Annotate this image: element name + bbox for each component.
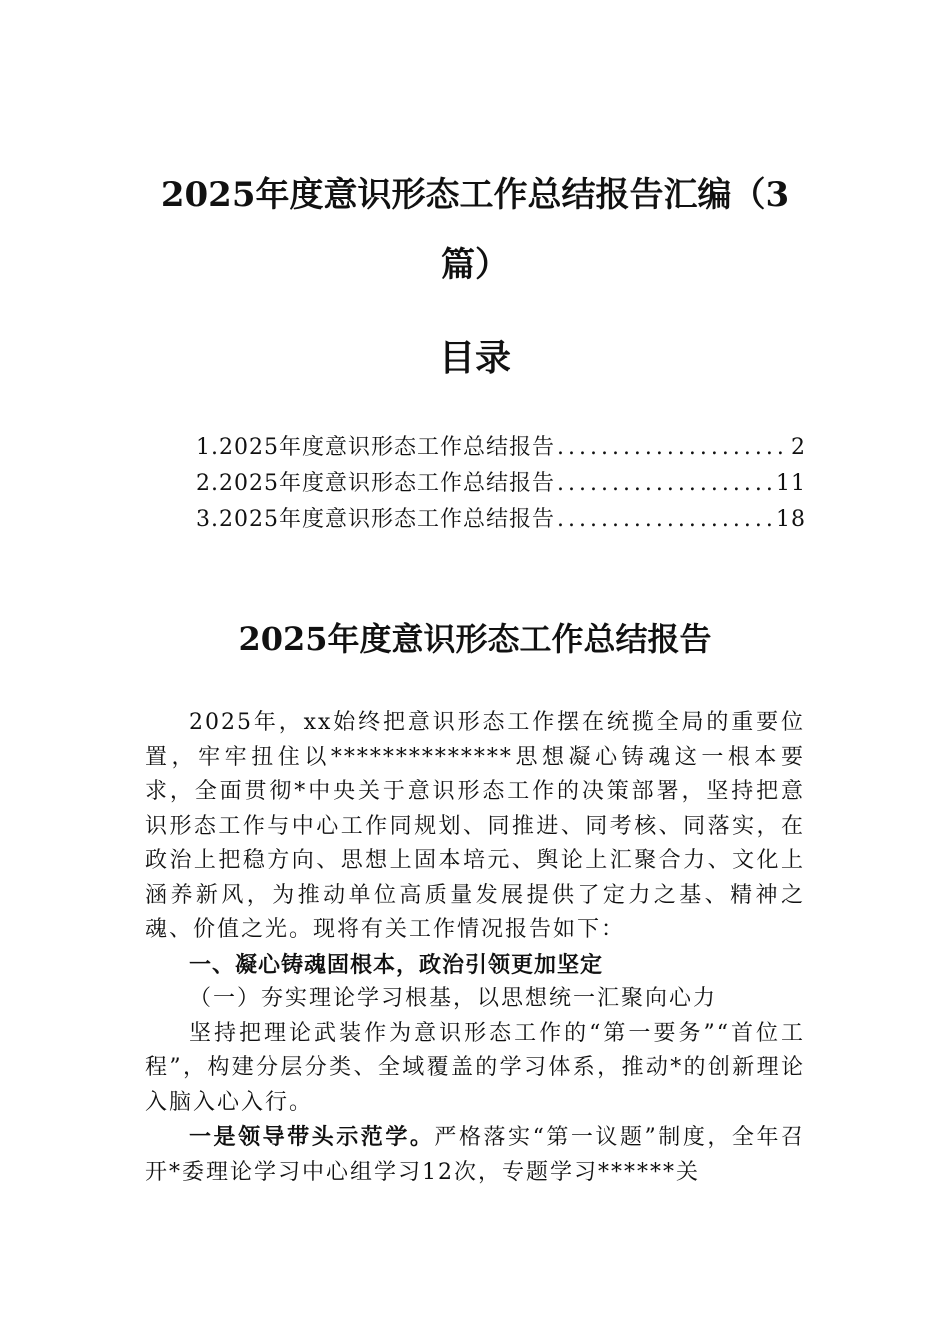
toc-entry-label: 3.2025年度意识形态工作总结报告 bbox=[196, 507, 555, 532]
toc-entry-1[interactable] bbox=[196, 430, 806, 466]
body-paragraph-2 bbox=[145, 1120, 805, 1190]
body-paragraph-1: 坚持把理论武装作为意识形态工作的“第一要务”“首位工程”，构建分层分类、全域覆盖的学习体系，推动*的创新理论入脑入心入行。 bbox=[145, 1020, 805, 1115]
report-body bbox=[145, 706, 805, 1190]
toc-leader-dots bbox=[557, 466, 774, 502]
toc-entry-2[interactable] bbox=[196, 466, 806, 502]
table-of-contents bbox=[196, 430, 806, 538]
toc-heading: 目录 bbox=[438, 337, 511, 379]
subsection-heading-1: （一）夯实理论学习根基，以思想统一汇聚向心力 bbox=[189, 986, 718, 1011]
toc-entry-page: 11 bbox=[776, 471, 806, 496]
report-title: 2025年度意识形态工作总结报告 bbox=[238, 620, 712, 658]
toc-entry-page: 18 bbox=[776, 507, 806, 532]
toc-entry-label: 1.2025年度意识形态工作总结报告 bbox=[196, 435, 555, 460]
toc-leader-dots bbox=[557, 502, 774, 538]
section-heading-1: 一、凝心铸魂固根本，政治引领更加坚定 bbox=[189, 951, 604, 978]
paragraph-lead-phrase: 一是领导带头示范学。 bbox=[189, 1124, 435, 1150]
paragraph-text: 严格落实“第一议题”制度，全年召开*委理论学习中心组学习12次，专题学习******关 bbox=[145, 1125, 805, 1185]
main-title: 2025年度意识形态工作总结报告汇编（3篇） bbox=[160, 175, 790, 285]
toc-leader-dots bbox=[557, 430, 789, 466]
intro-paragraph: 2025年，xx始终把意识形态工作摆在统揽全局的重要位置，牢牢扭住以**************思想凝心铸魂这一根本要求，全面贯彻*中央关于意识形态工作的决策部署，坚持把意识形态工作与中心工作同规划、同推进、同考核、同落实，在政治上把稳方向、思想上固本培元、舆论上汇聚合力、文化上涵养新风，为推动单位高质量发展提供了定力之基、精神之魂、价值之光。现将有关工作情况报告如下： bbox=[145, 710, 805, 942]
toc-entry-3[interactable] bbox=[196, 502, 806, 538]
toc-entry-page: 2 bbox=[791, 435, 806, 460]
toc-entry-label: 2.2025年度意识形态工作总结报告 bbox=[196, 471, 555, 496]
